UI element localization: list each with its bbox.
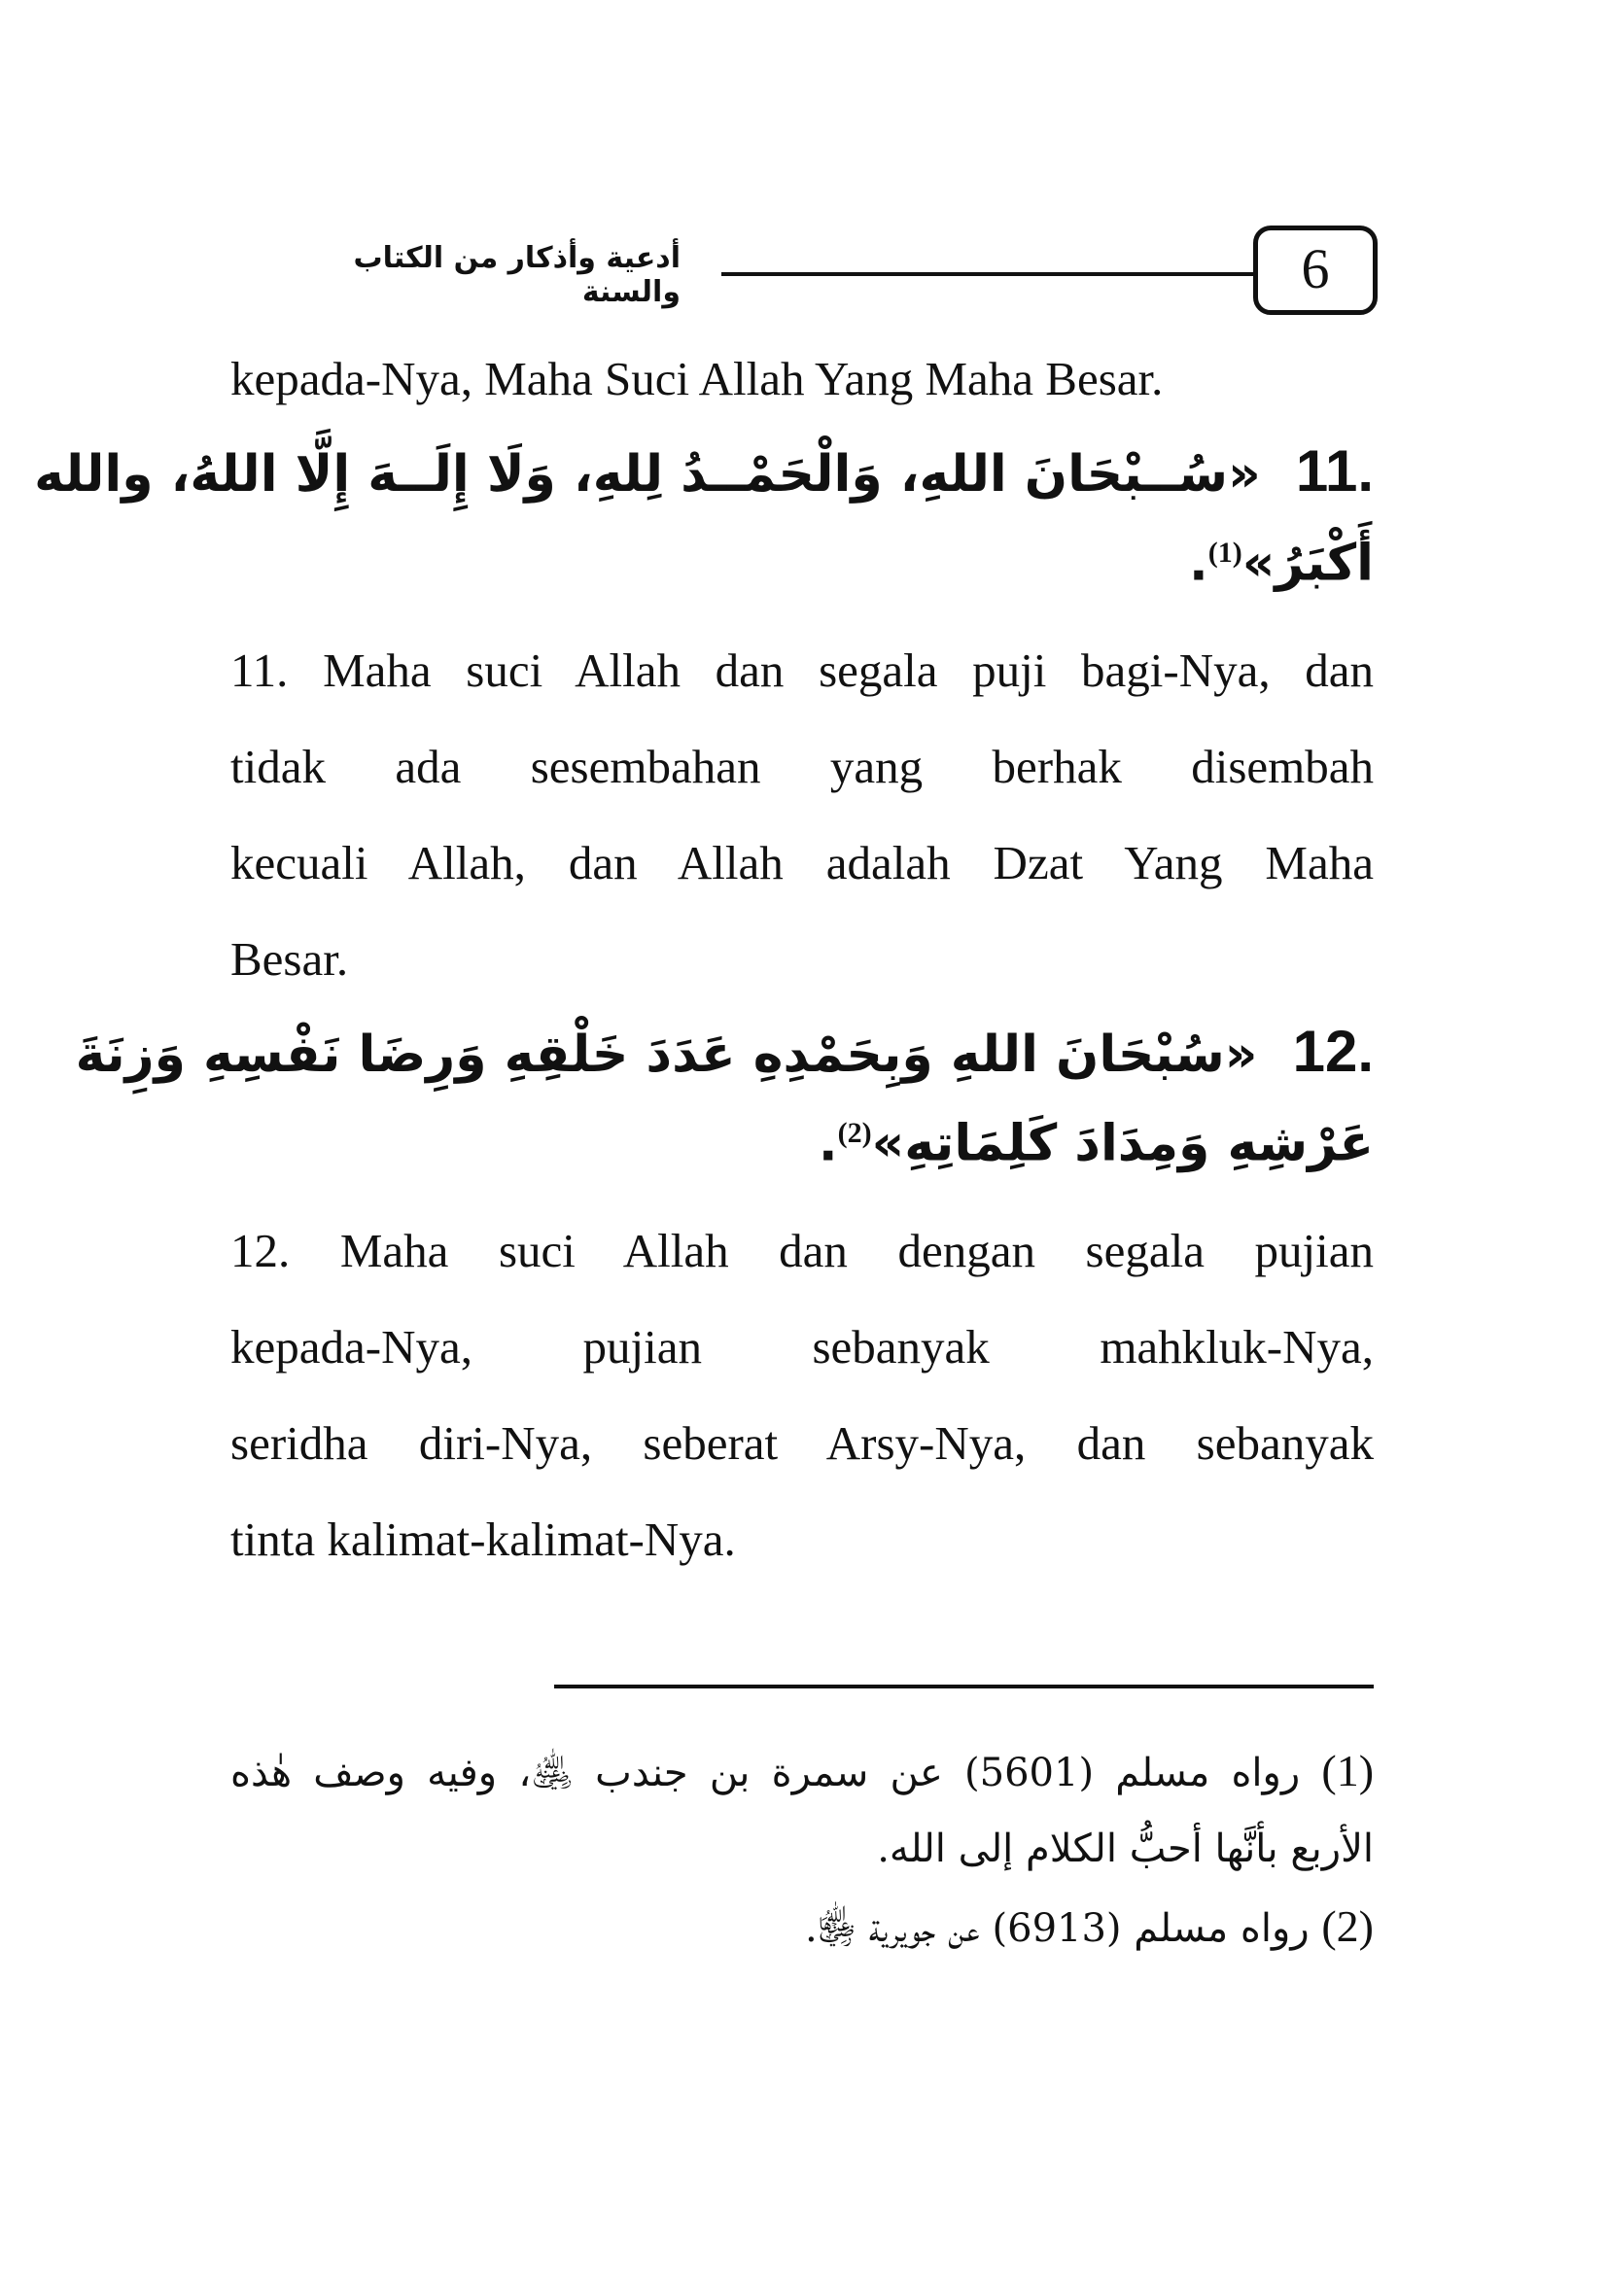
hadith-12-translation <box>230 1202 1374 1587</box>
hadith-12-arabic-text-1: «سُبْحَانَ اللهِ وَبِحَمْدِهِ عَدَدَ خَلْقِهِ وَرِضَا نَفْسِهِ وَزِنَةَ <box>75 1026 1258 1084</box>
hadith-12-arabic-line-1 <box>75 1011 1374 1093</box>
hadith-11-arabic-text-2: أَكْبَرُ» <box>1241 534 1374 593</box>
hadith-11-arabic-line-1 <box>34 431 1374 512</box>
hadith-12-number: 12. <box>1292 1019 1374 1084</box>
hadith-12-translation-line-4: tinta kalimat-kalimat-Nya. <box>230 1513 736 1566</box>
footnote-1-number: (1) <box>1321 1746 1375 1795</box>
footnote-2-line-1 <box>230 1888 1374 1966</box>
hadith-11-arabic-text-1: «سُــبْحَانَ اللهِ، وَالْحَمْــدُ لِلهِ، وَلَا إِلَــهَ إِلَّا اللهُ، والله <box>34 445 1261 504</box>
intro-line: kepada-Nya, Maha Suci Allah Yang Maha Besar. <box>230 352 1164 405</box>
intro-paragraph <box>230 330 1374 427</box>
hadith-12-arabic <box>75 1011 1374 1174</box>
footnotes <box>230 1732 1374 1966</box>
hadith-11-footnote-mark: (1) <box>1207 537 1242 569</box>
hadith-11-number: 11. <box>1295 438 1374 504</box>
hadith-12-translation-line-2: kepada-Nya, pujian sebanyak mahkluk-Nya, <box>230 1320 1374 1374</box>
hadith-11-arabic <box>34 431 1374 594</box>
hadith-11-translation-line-1: 11. Maha suci Allah dan segala puji bagi-Nya, dan <box>230 644 1374 697</box>
hadith-12-translation-line-3: seridha diri-Nya, seberat Arsy-Nya, dan sebanyak <box>230 1416 1374 1470</box>
hadith-12-arabic-line-2 <box>230 1093 1374 1174</box>
footnote-2-number: (2) <box>1321 1901 1374 1951</box>
hadith-12-footnote-mark: (2) <box>837 1117 872 1149</box>
hadith-11-translation-line-3: kecuali Allah, dan Allah adalah Dzat Yang Maha <box>230 836 1374 889</box>
footnote-2-text-1: رواه مسلم (6913) عن جويرية ﵂. <box>804 1906 1310 1951</box>
page-number: 6 <box>1253 226 1378 315</box>
hadith-11-translation-line-2: tidak ada sesembahan yang berhak disembah <box>230 740 1374 793</box>
footnote-1-text-1: رواه مسلم (5601) عن سمرة بن جندب ﵁، وفيه وصف هٰذه <box>230 1751 1301 1795</box>
hadith-12-end-dot: . <box>818 1114 838 1173</box>
hadith-11-end-dot: . <box>1189 534 1208 593</box>
footnote-1-line-1 <box>230 1732 1374 1810</box>
hadith-11-translation-line-4: Besar. <box>230 932 349 986</box>
hadith-11-translation <box>230 622 1374 1007</box>
hadith-11-arabic-line-2 <box>230 512 1374 594</box>
footnote-separator <box>554 1685 1374 1688</box>
footnote-1-line-2 <box>230 1810 1374 1888</box>
hadith-12-translation-line-1: 12. Maha suci Allah dan dengan segala pujian <box>230 1224 1374 1277</box>
footnote-1-text-2: الأربع بأنَّها أحبُّ الكلام إلى الله. <box>877 1826 1374 1871</box>
hadith-12-arabic-text-2: عَرْشِهِ وَمِدَادَ كَلِمَاتِهِ» <box>871 1114 1374 1173</box>
header-rule <box>721 272 1254 276</box>
running-header-title: أدعية وأذكار من الكتاب والسنة <box>353 241 681 309</box>
